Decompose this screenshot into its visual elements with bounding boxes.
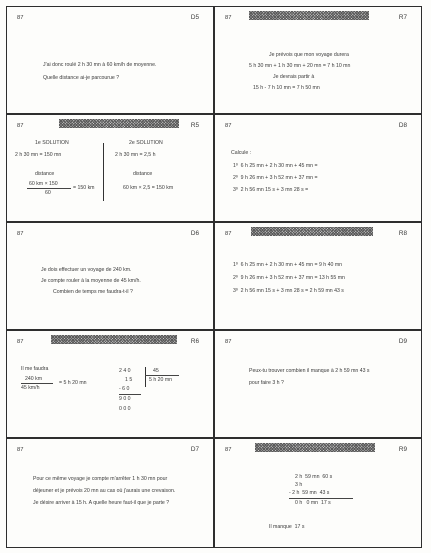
card-code: D9 xyxy=(398,338,407,345)
card-code: D5 xyxy=(190,14,199,21)
division-bracket xyxy=(145,367,146,387)
card-text-line: 15 h - 7 h 10 mn = 7 h 50 mn xyxy=(253,85,320,91)
card-text-line: Je désire arriver à 15 h. A quelle heure faut-il que je parte ? xyxy=(33,500,170,506)
card-r6 xyxy=(6,330,214,438)
card-r8 xyxy=(214,222,422,330)
card-code: R7 xyxy=(398,14,407,21)
quotient: 5 h 20 mn xyxy=(149,377,173,383)
card-d6 xyxy=(6,222,214,330)
card-number: 87 xyxy=(225,123,232,129)
division-line: 9 0 0 xyxy=(119,396,131,402)
division-line: 0 0 0 xyxy=(119,406,131,412)
solution-divider xyxy=(103,143,104,201)
card-number: 87 xyxy=(225,339,232,345)
solution-2-distance-label: distance xyxy=(133,171,153,177)
card-d8 xyxy=(214,114,422,222)
card-d5 xyxy=(6,6,214,114)
subtraction-line: 2 h 59 mn 60 s xyxy=(295,474,333,480)
solution-1-denominator: 60 xyxy=(45,190,51,196)
card-number: 87 xyxy=(17,447,24,453)
card-number: 87 xyxy=(17,339,24,345)
card-text-line: 3º 2 h 56 mn 15 s + 3 mn 28 s = 2 h 59 mn 43 s xyxy=(233,288,344,294)
card-text-line: 1º 6 h 25 mn + 2 h 30 mn + 45 mn = 9 h 40 mn xyxy=(233,262,343,268)
subtraction-bar xyxy=(119,394,141,395)
solution-1-numerator: 60 km × 150 xyxy=(29,181,58,187)
card-text-line: 3º 2 h 56 mn 15 s + 3 mn 28 s = xyxy=(233,187,309,193)
card-text-line: 2º 9 h 26 mn + 3 h 52 mn + 37 mn = xyxy=(233,175,318,181)
card-text-line: Peux-tu trouver combien il manque à 2 h 59 mn 43 s xyxy=(249,368,370,374)
card-r5 xyxy=(6,114,214,222)
subtraction-line: - 2 h 59 mn 43 s xyxy=(289,490,330,496)
card-number: 87 xyxy=(225,15,232,21)
card-r7 xyxy=(214,6,422,114)
card-text-line: 5 h 30 mn + 1 h 30 mn + 20 mn = 7 h 10 mn xyxy=(249,63,351,69)
card-text-line: Pour ce même voyage je compte m'arrêter 1 h 30 mn pour xyxy=(33,476,168,482)
card-r9 xyxy=(214,438,422,548)
solution-1-conversion: 2 h 30 mn = 150 mn xyxy=(15,152,62,158)
fraction-bar xyxy=(21,383,53,384)
card-text-line: Je compte rouler à la moyenne de 45 km/h. xyxy=(41,278,141,284)
flash-card-sheet xyxy=(6,6,422,548)
card-text-line: Je prévois que mon voyage durera xyxy=(269,52,349,58)
divisor: 45 xyxy=(153,368,159,374)
card-text-line: Calcule : xyxy=(231,150,252,156)
fraction-numerator: 240 km xyxy=(25,376,43,382)
card-text-line: 1º 6 h 25 mn + 2 h 30 mn + 45 mn = xyxy=(233,163,318,169)
card-text-line: déjeuner et je prévois 20 mn au cas où j'aurais une crevaison. xyxy=(33,488,176,494)
solution-2-title: 2e SOLUTION xyxy=(129,140,163,146)
shaded-header-band xyxy=(51,335,177,344)
solution-1-title: 1e SOLUTION xyxy=(35,140,69,146)
card-number: 87 xyxy=(225,231,232,237)
answer-intro: Il me faudra xyxy=(21,366,49,372)
card-d7 xyxy=(6,438,214,548)
solution-1-result: = 150 km xyxy=(73,185,95,191)
shaded-header-band xyxy=(255,443,375,452)
card-text-line: Je dois effectuer un voyage de 240 km. xyxy=(41,267,132,273)
card-text-line: pour faire 3 h ? xyxy=(249,380,284,386)
fraction-result: = 5 h 20 mn xyxy=(59,380,87,386)
card-number: 87 xyxy=(17,231,24,237)
card-text-line: Quelle distance ai-je parcourue ? xyxy=(43,75,120,81)
card-code: D6 xyxy=(190,230,199,237)
card-number: 87 xyxy=(17,123,24,129)
solution-1-distance-label: distance xyxy=(35,171,55,177)
fraction-denominator: 45 km/h xyxy=(21,385,40,391)
card-text-line: 2º 9 h 26 mn + 3 h 52 mn + 37 mn = 13 h 55 mn xyxy=(233,275,345,281)
card-text-line: J'ai donc roulé 2 h 30 mn à 60 km/h de moyenne. xyxy=(43,62,157,68)
card-code: D7 xyxy=(190,446,199,453)
card-code: R6 xyxy=(190,338,199,345)
answer-conclusion: Il manque 17 s xyxy=(269,524,305,530)
subtraction-line-original: 3 h xyxy=(295,482,303,488)
shaded-header-band xyxy=(251,227,373,236)
shaded-header-band xyxy=(59,119,179,128)
subtraction-result: 0 h 0 mn 17 s xyxy=(295,500,331,506)
card-code: R8 xyxy=(398,230,407,237)
solution-2-calculation: 60 km × 2,5 = 150 km xyxy=(123,185,174,191)
division-line: 1 5 xyxy=(125,377,133,383)
card-code: R5 xyxy=(190,122,199,129)
card-number: 87 xyxy=(17,15,24,21)
card-text-line: Combien de temps me faudra-t-il ? xyxy=(53,289,133,295)
subtraction-bar xyxy=(289,498,353,499)
shaded-header-band xyxy=(249,11,369,20)
card-code: D8 xyxy=(398,122,407,129)
division-line: 2 4 0 xyxy=(119,368,131,374)
solution-2-conversion: 2 h 30 mn = 2,5 h xyxy=(115,152,156,158)
card-d9 xyxy=(214,330,422,438)
card-text-line: Je devrais partir à xyxy=(273,74,315,80)
division-line: - 6 0 xyxy=(119,386,130,392)
fraction-bar xyxy=(27,188,71,189)
card-code: R9 xyxy=(398,446,407,453)
division-bracket-bar xyxy=(145,375,179,376)
card-number: 87 xyxy=(225,447,232,453)
